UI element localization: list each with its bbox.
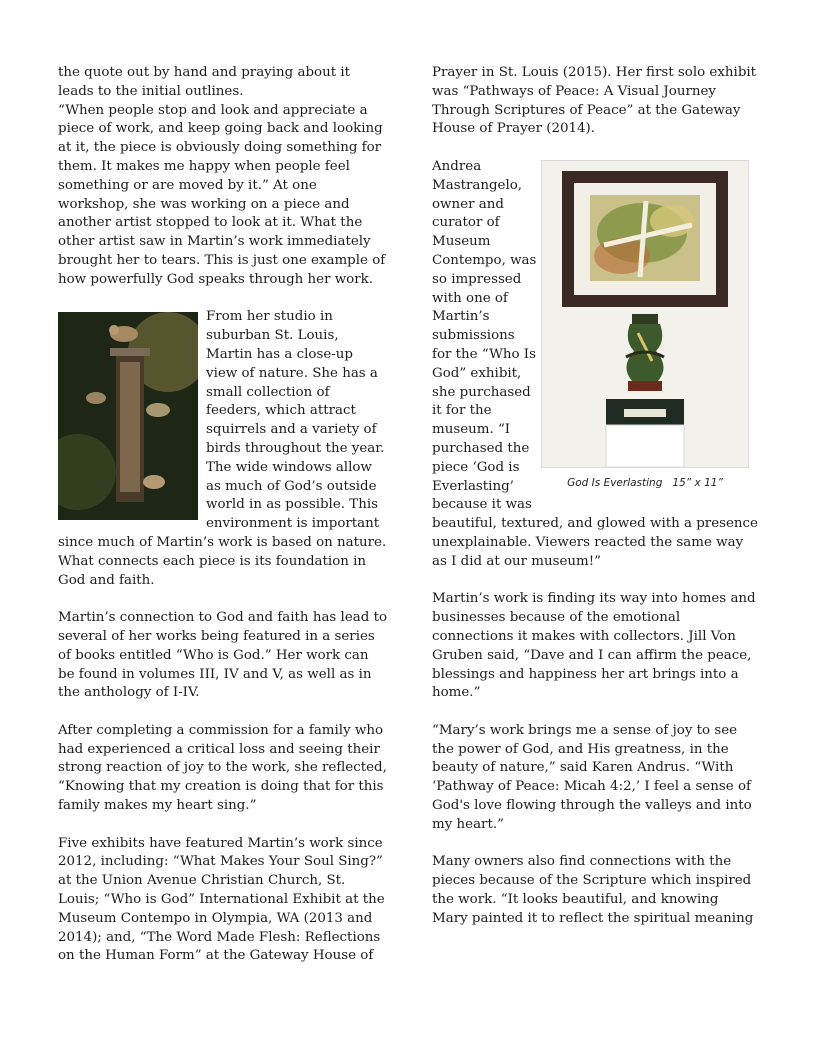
bird-feeder-illustration bbox=[58, 312, 198, 520]
paragraph-with-photo bbox=[58, 308, 388, 590]
paragraph: the quote out by hand and praying about it leads to the initial outlines. bbox=[58, 65, 351, 99]
paragraph-with-photo bbox=[432, 158, 758, 572]
artwork-caption: God Is Everlasting 15” x 11” bbox=[567, 476, 723, 489]
paragraph-text: From her studio in suburban St. Louis, Martin has a close-up view of nature. She has a small collection of feeders, which attract squirrels and a variety of birds throughout the year. The wide windows allow as much of God’s outside world in as possible. This environment is important since much of Martin’s work is based on nature. What connects each piece is its foundation in God and faith. bbox=[58, 309, 387, 588]
paragraph: Many owners also find connections with the pieces because of the Scripture which inspired the work. “It looks beautiful, and knowing Mary painted it to reflect the spiritual meaning bbox=[432, 854, 754, 926]
paragraph: Martin’s work is finding its way into homes and businesses because of the emotional connections it makes with collectors. Jill Von Gruben said, “Dave and I can affirm the peace, blessings and happiness her art brings into a home.” bbox=[432, 591, 756, 701]
paragraph: After completing a commission for a family who had experienced a critical loss and seeing their strong reaction of joy to the work, she reflected, “Knowing that my creation is doing that for this family makes my heart sing.” bbox=[58, 722, 387, 814]
bird-feeder-photo bbox=[58, 312, 198, 520]
paragraph-text: Andrea Mastrangelo, owner and curator of Museum Contempo, was so impressed with one of Martin’s submissions for the “Who Is God” exhibit, she purchased it for the museum. “I purchased the piece ‘God is Everlasting’ because it was beautiful, textured, and glowed with a presence unexplainable. Viewers reacted the same way as I did at our museum!” bbox=[432, 158, 758, 569]
left-column bbox=[58, 64, 388, 966]
framed-painting-illustration bbox=[542, 161, 748, 467]
artwork-figure bbox=[541, 160, 749, 493]
paragraph: “When people stop and look and appreciate a piece of work, and keep going back and looking at it, the piece is obviously doing something for them. It makes me happy when people feel something or are moved by it.” At one workshop, she was working on a piece and another artist stopped to look at it. What the other artist saw in Martin’s work immediately brought her to tears. This is just one example of how powerfully God speaks through her work. bbox=[58, 102, 386, 287]
paragraph: Prayer in St. Louis (2015). Her first solo exhibit was “Pathways of Peace: A Visual Journey Through Scriptures of Peace” at the Gateway House of Prayer (2014). bbox=[432, 65, 757, 137]
paragraph: “Mary’s work brings me a sense of joy to see the power of God, and His greatness, in the beauty of nature,” said Karen Andrus. “With ‘Pathway of Peace: Micah 4:2,’ I feel a sense of God's love flowing through the valleys and into my heart.” bbox=[432, 722, 752, 832]
right-column bbox=[432, 64, 758, 929]
paragraph: Five exhibits have featured Martin’s work since 2012, including: “What Makes Your Soul Sing?” at the Union Avenue Christian Church, St. Louis; “Who is God” International Exhibit at the Museum Contempo in Olympia, WA (2013 and 2014); and, “The Word Made Flesh: Reflections on the Human Form” at the Gateway House of bbox=[58, 835, 385, 964]
artwork-photo bbox=[541, 160, 749, 468]
paragraph: Martin’s connection to God and faith has lead to several of her works being featured in a series of books entitled “Who is God.” Her work can be found in volumes III, IV and V, as well as in the anthology of I-IV. bbox=[58, 610, 388, 701]
